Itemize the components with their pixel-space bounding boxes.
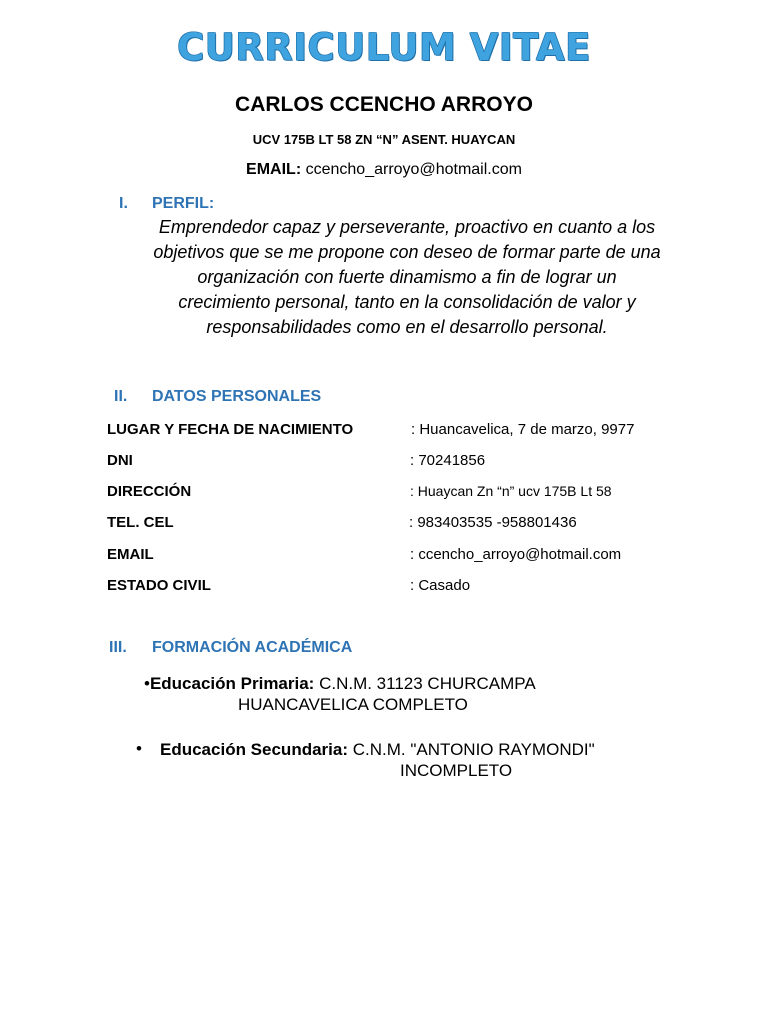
candidate-address: UCV 175B LT 58 ZN “N” ASENT. HUAYCAN [252, 132, 516, 147]
section-perfil-heading [119, 195, 319, 215]
education-primary [144, 673, 644, 715]
datos-row-dni [107, 452, 687, 472]
section-number: I. [119, 195, 128, 212]
datos-row-telefono [107, 514, 687, 534]
datos-row-nacimiento [107, 421, 687, 441]
datos-value: : Huaycan Zn “n” ucv 175B Lt 58 [410, 483, 612, 499]
email-label: EMAIL: [246, 161, 302, 178]
datos-row-direccion [107, 483, 687, 503]
datos-value: : ccencho_arroyo@hotmail.com [410, 546, 622, 563]
education-secondary [160, 739, 680, 781]
candidate-name: CARLOS CCENCHO ARROYO [235, 93, 533, 116]
datos-value: : Casado [410, 577, 471, 594]
education-label: Educación Secundaria: [160, 740, 348, 759]
section-datos-heading [114, 388, 414, 408]
datos-row-estado-civil [107, 577, 687, 597]
education-line1: C.N.M. 31123 CHURCAMPA [319, 674, 536, 693]
education-line1: C.N.M. "ANTONIO RAYMONDI" [352, 740, 595, 759]
datos-value: : 983403535 -958801436 [409, 514, 577, 531]
datos-row-email [107, 546, 687, 566]
datos-key: TEL. CEL [107, 514, 174, 531]
education-label: Educación Primaria: [149, 674, 315, 693]
section-label: FORMACIÓN ACADÉMICA [152, 639, 353, 656]
bullet-icon: • [144, 674, 150, 693]
datos-key: DNI [107, 452, 133, 469]
bullet-icon: • [136, 739, 142, 758]
education-line2: INCOMPLETO [400, 761, 513, 780]
section-number: II. [114, 388, 128, 405]
document-title: CURRICULUM VITAE [177, 26, 591, 69]
candidate-email [0, 161, 768, 179]
datos-value: : 70241856 [410, 452, 486, 469]
education-line2: HUANCAVELICA COMPLETO [238, 695, 468, 714]
email-value: ccencho_arroyo@hotmail.com [305, 161, 522, 178]
profile-paragraph: Emprendedor capaz y perseverante, proactivo en cuanto a los objetivos que se me propone con deseo de formar parte de una organización con fuerte dinamismo a fin de lograr un crecimiento personal, tanto en la consolidación de valor y responsabilidades como en el desarrollo personal. [153, 217, 661, 337]
section-number: III. [109, 639, 127, 656]
section-label: DATOS PERSONALES [152, 388, 322, 405]
datos-key: EMAIL [107, 546, 154, 563]
section-formacion-heading [109, 639, 429, 659]
datos-value: : Huancavelica, 7 de marzo, 9977 [411, 421, 635, 438]
datos-key: ESTADO CIVIL [107, 577, 211, 594]
datos-key: DIRECCIÓN [107, 483, 192, 500]
datos-key: LUGAR Y FECHA DE NACIMIENTO [107, 421, 354, 438]
section-label: PERFIL: [152, 195, 215, 212]
